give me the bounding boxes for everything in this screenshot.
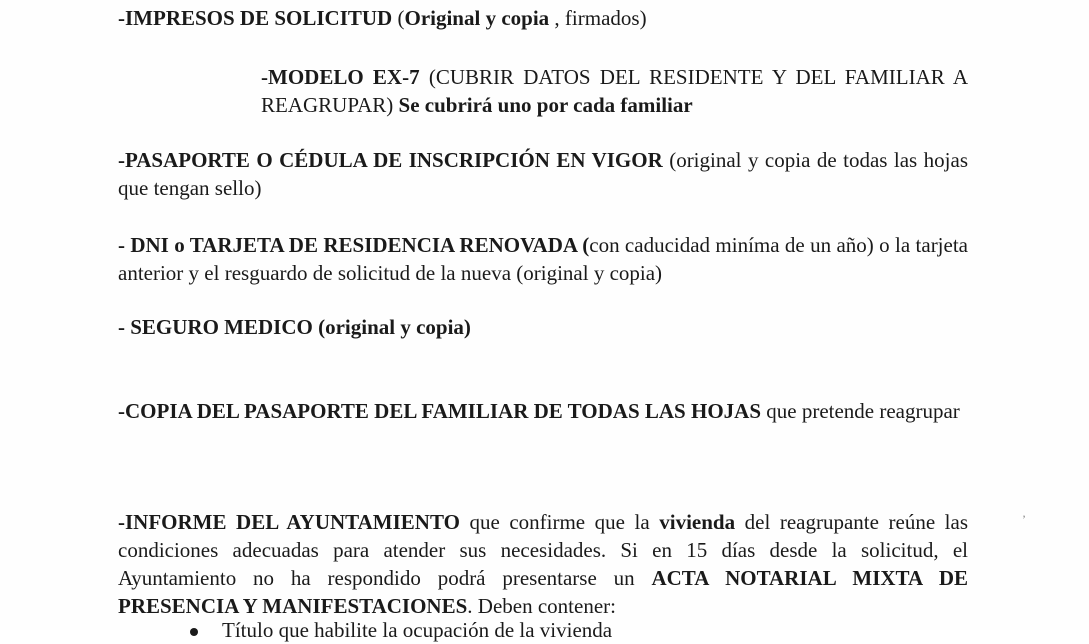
text-fragment: con caducidad miníma de un año) o la tarjeta anterior y el resguardo de solicitud de la nueva (original y copia) <box>118 233 968 285</box>
text-fragment: (CUBRIR DATOS DEL RESIDENTE Y DEL FAMILIAR A REAGRUPAR) <box>261 65 968 117</box>
heading-copia-pasaporte: -COPIA DEL PASAPORTE DEL FAMILIAR DE TODAS LAS HOJAS <box>118 399 761 423</box>
text-fragment: que pretende reagrupar <box>761 399 960 423</box>
scan-speck: ’ <box>1022 512 1026 526</box>
text-fragment: del reagrupante reúne las condiciones adecuadas para atender sus necesidades. Si en 15 días desde la solicitud, el Ayuntamiento no ha respondido podrá presentarse un <box>118 510 969 590</box>
heading-pasaporte: -PASAPORTE O CÉDULA DE INSCRIPCIÓN EN VIGOR <box>118 148 663 172</box>
bold-fragment: vivienda <box>659 510 736 534</box>
text-fragment: que confirme que la <box>459 510 660 534</box>
bold-fragment: Se cubrirá uno por cada familiar <box>398 93 693 117</box>
text-fragment: (original y copia de todas las hojas que tengan sello) <box>118 148 968 200</box>
bullet-item <box>190 616 612 644</box>
item-pasaporte-cedula <box>118 146 968 202</box>
heading-dni: - DNI o TARJETA DE RESIDENCIA RENOVADA ( <box>118 233 590 257</box>
bold-fragment: ACTA NOTARIAL MIXTA DE PRESENCIA Y MANIFESTACIONES <box>118 566 968 618</box>
text-fragment: , firmados) <box>549 6 647 30</box>
heading-seguro: - SEGURO MEDICO (original y copia) <box>118 315 471 339</box>
bullet-text: Título que habilite la ocupación de la vivienda <box>222 618 613 642</box>
heading-impresos: -IMPRESOS DE SOLICITUD <box>118 6 393 30</box>
heading-modelo-ex7: -MODELO EX-7 <box>261 65 420 89</box>
text-fragment: ( <box>392 6 405 30</box>
item-seguro-medico <box>118 313 968 341</box>
item-copia-pasaporte <box>118 397 968 425</box>
text-fragment: . Deben contener: <box>467 594 616 618</box>
item-impresos-solicitud <box>118 4 968 32</box>
bold-fragment: Original y copia <box>404 6 550 30</box>
item-modelo-ex7 <box>261 63 968 119</box>
item-informe-ayuntamiento <box>118 508 968 620</box>
bullet-dot-icon <box>190 628 198 636</box>
item-dni-tarjeta <box>118 231 968 287</box>
heading-informe: -INFORME DEL AYUNTAMIENTO <box>118 510 460 534</box>
